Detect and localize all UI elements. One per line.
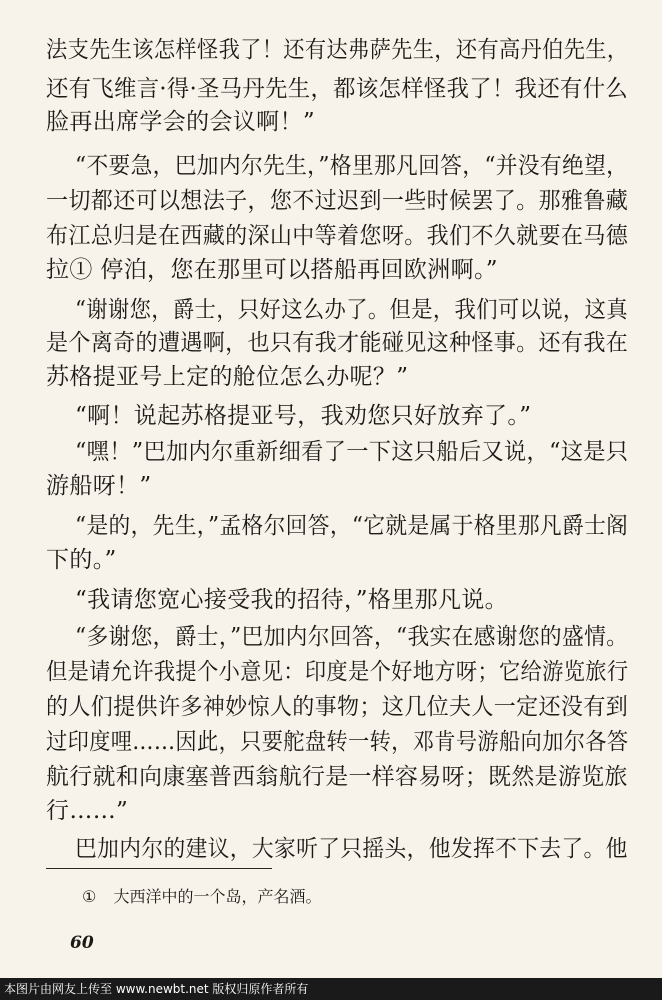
text-line: 航行就和向康塞普西翁航行是一样容易呀；既然是游览旅 [46, 764, 628, 790]
text-line: 巴加内尔的建议，大家听了只摇头，他发挥不下去了。他 [75, 836, 628, 862]
text-line: 过印度哩……因此，只要舵盘转一转，邓肯号游船向加尔各答 [46, 729, 629, 755]
text-line: “是的，先生，”孟格尔回答，“它就是属于格里那凡爵士阁 [75, 513, 629, 539]
text-line: 一切都还可以想法子，您不过迟到一些时候罢了。那雅鲁藏 [46, 188, 629, 214]
footnote-divider [46, 868, 272, 869]
footnote [82, 885, 321, 909]
text-line: “谢谢您，爵士，只好这么办了。但是，我们可以说，这真 [75, 297, 628, 323]
text-line: 是个离奇的遭遇啊，也只有我才能碰见这种怪事。还有我在 [46, 330, 629, 356]
text-line: “我请您宽心接受我的招待，”格里那凡说。 [75, 587, 509, 613]
footnote-text: 大西洋中的一个岛，产名酒。 [113, 887, 322, 906]
text-line: “多谢您，爵士，”巴加内尔回答，“我实在感谢您的盛情。 [75, 624, 629, 650]
text-line: 苏格提亚号上定的舱位怎么办呢？” [46, 364, 409, 390]
text-line: 但是请允许我提个小意见：印度是个好地方呀；它给游览旅行 [46, 659, 629, 685]
text-line: 下的。” [46, 547, 117, 573]
text-line: 的人们提供许多神妙惊人的事物；这几位夫人一定还没有到 [46, 694, 629, 720]
text-line: “嘿！”巴加内尔重新细看了一下这只船后又说，“这是只 [75, 439, 629, 465]
page-number: 60 [70, 933, 94, 953]
text-line: 布江总归是在西藏的深山中等着您呀。我们不久就要在马德 [46, 223, 629, 249]
text-line: 游船呀！” [46, 473, 152, 499]
text-line: 行……” [46, 798, 129, 824]
text-line: 法支先生该怎样怪我了！还有达弗萨先生，还有高丹伯先生， [46, 37, 629, 63]
text-line: “啊！说起苏格提亚号，我劝您只好放弃了。” [75, 403, 532, 429]
watermark-banner: 本图片由网友上传至 www.newbt.net 版权归原作者所有 [0, 978, 662, 1000]
text-line: 脸再出席学会的会议啊！” [46, 109, 315, 135]
text-line: “不要急，巴加内尔先生，”格里那凡回答，“并没有绝望， [75, 153, 629, 179]
text-line: 还有飞维言·得·圣马丹先生，都该怎样怪我了！我还有什么 [46, 76, 629, 102]
footnote-mark: ① [82, 887, 97, 906]
text-line: 拉① 停泊，您在那里可以搭船再回欧洲啊。” [46, 257, 498, 283]
